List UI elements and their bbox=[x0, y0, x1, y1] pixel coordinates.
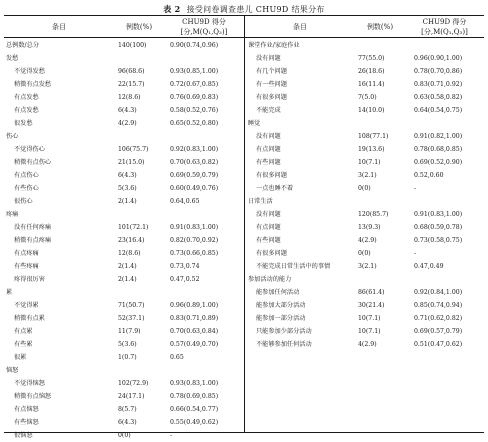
item-label: 稍微有点累 bbox=[14, 315, 45, 322]
table-row bbox=[6, 351, 242, 364]
count-cell: 4(2.9) bbox=[358, 237, 377, 244]
table-row bbox=[248, 143, 484, 156]
table-row bbox=[6, 78, 242, 91]
section-row bbox=[6, 208, 242, 221]
table-caption bbox=[0, 4, 488, 15]
table-row bbox=[248, 65, 484, 78]
item-label: 不觉得发愁 bbox=[14, 68, 45, 75]
item-label: 没有问题 bbox=[256, 133, 281, 140]
item-label: 不能完成 bbox=[256, 107, 281, 114]
score-cell: 0.70(0.63,0.82) bbox=[170, 159, 219, 166]
score-cell: 0.91(0.82,1.00) bbox=[414, 133, 463, 140]
table-row bbox=[248, 130, 484, 143]
score-cell: 0.69(0.52,0.90) bbox=[414, 159, 463, 166]
score-cell: 0.78(0.69,0.85) bbox=[170, 393, 219, 400]
item-label: 很累 bbox=[14, 354, 27, 361]
item-label: 有些恼怒 bbox=[14, 419, 39, 426]
score-cell: 0.57(0.49,0.70) bbox=[170, 341, 219, 348]
count-cell: 2(1.4) bbox=[118, 198, 137, 205]
item-label: 一点也睡不着 bbox=[256, 185, 294, 192]
table-row bbox=[248, 169, 484, 182]
item-label: 不能够参加任何活动 bbox=[256, 341, 312, 348]
count-cell: 120(85.7) bbox=[358, 211, 389, 218]
item-label: 稍微有点恼怒 bbox=[14, 393, 52, 400]
item-label: 有些问题 bbox=[256, 237, 281, 244]
score-cell: 0.78(0.68,0.85) bbox=[414, 146, 463, 153]
item-label: 有点累 bbox=[14, 328, 33, 335]
score-cell: 0.55(0.49,0.62) bbox=[170, 419, 219, 426]
section-row bbox=[6, 52, 242, 65]
item-label: 有一些问题 bbox=[256, 81, 287, 88]
item-label: 有些伤心 bbox=[14, 185, 39, 192]
item-label: 有些问题 bbox=[256, 159, 281, 166]
score-cell: 0.52,0.60 bbox=[414, 172, 444, 179]
score-cell: 0.63(0.58,0.82) bbox=[414, 94, 463, 101]
score-cell: 0.47,0.52 bbox=[170, 276, 200, 283]
item-label: 有些疼痛 bbox=[14, 263, 39, 270]
count-cell: 0(0) bbox=[358, 185, 371, 192]
count-cell: 10(7.1) bbox=[358, 328, 381, 335]
count-cell: 12(8.6) bbox=[118, 250, 141, 257]
table-title: 接受问卷调查患儿 CHU9D 结果分布 bbox=[186, 5, 325, 14]
count-cell: 11(7.9) bbox=[118, 328, 141, 335]
table-row bbox=[6, 403, 242, 416]
count-cell: 3(2.1) bbox=[358, 172, 377, 179]
section-row bbox=[248, 273, 484, 286]
header-count: 例数(%) bbox=[366, 22, 394, 31]
count-cell: 19(13.6) bbox=[358, 146, 385, 153]
table-row bbox=[6, 234, 242, 247]
section-label: 疼痛 bbox=[6, 211, 19, 218]
table-row bbox=[6, 91, 242, 104]
count-cell: 86(61.4) bbox=[358, 289, 385, 296]
section-label: 恼怒 bbox=[6, 367, 19, 374]
section-row bbox=[6, 286, 242, 299]
count-cell: 0(0) bbox=[358, 250, 371, 257]
item-label: 有些累 bbox=[14, 341, 33, 348]
item-label: 没有问题 bbox=[256, 211, 281, 218]
item-label: 有点问题 bbox=[256, 224, 281, 231]
count-cell: 10(7.1) bbox=[358, 159, 381, 166]
table-number: 表 2 bbox=[163, 4, 181, 14]
count-cell: 2(1.4) bbox=[118, 276, 137, 283]
count-cell: 0(0) bbox=[118, 432, 131, 439]
item-label: 能参加大部分活动 bbox=[256, 302, 306, 309]
score-cell: 0.83(0.71,0.89) bbox=[170, 315, 219, 322]
score-cell: 0.64,0.65 bbox=[170, 198, 200, 205]
count-cell: 6(4.3) bbox=[118, 172, 137, 179]
item-label: 只能参加少部分活动 bbox=[256, 328, 312, 335]
table-row bbox=[248, 91, 484, 104]
count-cell: 26(18.6) bbox=[358, 68, 385, 75]
table-row bbox=[6, 377, 242, 390]
table-row bbox=[6, 390, 242, 403]
count-cell: 23(16.4) bbox=[118, 237, 145, 244]
table-row bbox=[6, 156, 242, 169]
score-cell: 0.73(0.66,0.85) bbox=[170, 250, 219, 257]
table-row bbox=[248, 182, 484, 195]
item-label: 不觉得累 bbox=[14, 302, 39, 309]
score-cell: 0.71(0.62,0.82) bbox=[414, 315, 463, 322]
score-cell: 0.91(0.83,1.00) bbox=[414, 211, 463, 218]
table-row bbox=[6, 117, 242, 130]
count-cell: 10(7.1) bbox=[358, 315, 381, 322]
score-cell: 0.73,0.74 bbox=[170, 263, 200, 270]
count-cell: 5(3.6) bbox=[118, 185, 137, 192]
table-row bbox=[248, 312, 484, 325]
count-cell: 12(8.6) bbox=[118, 94, 141, 101]
item-label: 没有问题 bbox=[256, 55, 281, 62]
header-score bbox=[164, 16, 244, 37]
table-row bbox=[248, 299, 484, 312]
count-cell: 102(72.9) bbox=[118, 380, 149, 387]
table-row bbox=[248, 78, 484, 91]
item-label: 有点恼怒 bbox=[14, 406, 39, 413]
count-cell: 16(11.4) bbox=[358, 81, 385, 88]
table-row bbox=[6, 221, 242, 234]
header-score bbox=[405, 16, 484, 37]
table-row bbox=[6, 65, 242, 78]
section-row bbox=[6, 39, 242, 52]
item-label: 有几个问题 bbox=[256, 68, 287, 75]
count-cell: 52(37.1) bbox=[118, 315, 145, 322]
header-score-unit: [分,M(Q₁,Q₃)] bbox=[180, 27, 228, 36]
count-cell: 30(21.4) bbox=[358, 302, 385, 309]
score-cell: 0.83(0.71,0.92) bbox=[414, 81, 463, 88]
header-count: 例数(%) bbox=[125, 22, 153, 31]
table-row bbox=[248, 247, 484, 260]
table-row bbox=[6, 273, 242, 286]
item-label: 有点伤心 bbox=[14, 172, 39, 179]
score-cell: 0.65 bbox=[170, 354, 184, 361]
count-cell: 22(15.7) bbox=[118, 81, 145, 88]
score-cell: 0.68(0.59,0.78) bbox=[414, 224, 463, 231]
score-cell: 0.51(0.47,0.62) bbox=[414, 341, 463, 348]
item-label: 不觉得伤心 bbox=[14, 146, 45, 153]
count-cell: 2(1.4) bbox=[118, 263, 137, 270]
count-cell: 77(55.0) bbox=[358, 55, 385, 62]
count-cell: 14(10.0) bbox=[358, 107, 385, 114]
section-row bbox=[248, 117, 484, 130]
count-cell: 101(72.1) bbox=[118, 224, 149, 231]
table-row bbox=[6, 195, 242, 208]
score-cell: 0.65(0.52,0.80) bbox=[170, 120, 219, 127]
header-score-title: CHU9D 得分 bbox=[182, 17, 226, 26]
left-header bbox=[4, 16, 244, 37]
count-cell: 140(100) bbox=[118, 42, 147, 49]
item-label: 有点发愁 bbox=[14, 107, 39, 114]
count-cell: 4(2.9) bbox=[358, 341, 377, 348]
table-row bbox=[6, 429, 242, 442]
count-cell: 3(2.1) bbox=[358, 263, 377, 270]
item-label: 没有任何疼痛 bbox=[14, 224, 52, 231]
count-cell: 24(17.1) bbox=[118, 393, 145, 400]
count-cell: 106(75.7) bbox=[118, 146, 149, 153]
section-label: 参加活动的能力 bbox=[248, 276, 292, 283]
table-row bbox=[6, 182, 242, 195]
table-row bbox=[6, 416, 242, 429]
count-cell: 7(5.0) bbox=[358, 94, 377, 101]
section-label: 累 bbox=[6, 289, 13, 296]
score-cell: 0.66(0.54,0.77) bbox=[170, 406, 219, 413]
header-item: 条目 bbox=[293, 22, 307, 31]
center-divider bbox=[244, 15, 245, 432]
score-cell: - bbox=[414, 185, 417, 192]
table-row bbox=[6, 299, 242, 312]
table-row bbox=[6, 338, 242, 351]
score-cell: 0.96(0.90,1.00) bbox=[414, 55, 463, 62]
item-label: 能参加任何活动 bbox=[256, 289, 300, 296]
score-cell: - bbox=[170, 432, 173, 439]
section-label: 日常生活 bbox=[248, 198, 273, 205]
item-label: 有点疼痛 bbox=[14, 250, 39, 257]
item-label: 不能完成日常生活中的事情 bbox=[256, 263, 331, 270]
score-cell: - bbox=[414, 250, 417, 257]
item-label: 有点问题 bbox=[256, 146, 281, 153]
score-cell: 0.47,0.49 bbox=[414, 263, 444, 270]
item-label: 有很多问题 bbox=[256, 250, 287, 257]
score-cell: 0.69(0.59,0.79) bbox=[170, 172, 219, 179]
right-table-body bbox=[248, 39, 484, 351]
header-score-title: CHU9D 得分 bbox=[422, 17, 467, 26]
table-row bbox=[248, 156, 484, 169]
item-label: 不觉得恼怒 bbox=[14, 380, 45, 387]
count-cell: 21(15.0) bbox=[118, 159, 145, 166]
score-cell: 0.64(0.54,0.75) bbox=[414, 107, 463, 114]
table-row bbox=[248, 286, 484, 299]
score-cell: 0.76(0.69,0.83) bbox=[170, 94, 219, 101]
score-cell: 0.73(0.58,0.75) bbox=[414, 237, 463, 244]
score-cell: 0.58(0.52,0.76) bbox=[170, 107, 219, 114]
item-label: 稍微有点疼痛 bbox=[14, 237, 52, 244]
score-cell: 0.72(0.67,0.85) bbox=[170, 81, 219, 88]
table-row bbox=[6, 143, 242, 156]
section-row bbox=[6, 130, 242, 143]
table-row bbox=[248, 52, 484, 65]
item-label: 疼得很厉害 bbox=[14, 276, 45, 283]
score-cell: 0.92(0.84,1.00) bbox=[414, 289, 463, 296]
table-row bbox=[248, 234, 484, 247]
score-cell: 0.91(0.83,1.00) bbox=[170, 224, 219, 231]
score-cell: 0.60(0.49,0.76) bbox=[170, 185, 219, 192]
count-cell: 4(2.9) bbox=[118, 120, 137, 127]
section-row bbox=[248, 195, 484, 208]
item-label: 有很多问题 bbox=[256, 172, 287, 179]
header-score-unit: [分,M(Q₁,Q₃)] bbox=[421, 27, 468, 36]
table-row bbox=[248, 338, 484, 351]
count-cell: 8(5.7) bbox=[118, 406, 137, 413]
table-row bbox=[248, 260, 484, 273]
item-label: 稍微有点伤心 bbox=[14, 159, 52, 166]
count-cell: 96(68.6) bbox=[118, 68, 145, 75]
table-row bbox=[248, 208, 484, 221]
item-label: 很恼怒 bbox=[14, 432, 33, 439]
item-label: 有很多问题 bbox=[256, 94, 287, 101]
section-label: 课堂作业/家庭作业 bbox=[248, 42, 300, 49]
item-label: 很伤心 bbox=[14, 198, 33, 205]
score-cell: 0.96(0.89,1.00) bbox=[170, 302, 219, 309]
right-header bbox=[245, 16, 484, 37]
table-row bbox=[248, 104, 484, 117]
score-cell: 0.82(0.70,0.92) bbox=[170, 237, 219, 244]
item-label: 有点发愁 bbox=[14, 94, 39, 101]
count-cell: 108(77.1) bbox=[358, 133, 389, 140]
table-row bbox=[6, 169, 242, 182]
section-label: 伤心 bbox=[6, 133, 19, 140]
table-row bbox=[6, 104, 242, 117]
section-row bbox=[248, 39, 484, 52]
count-cell: 1(0.7) bbox=[118, 354, 137, 361]
score-cell: 0.92(0.83,1.00) bbox=[170, 146, 219, 153]
count-cell: 13(9.3) bbox=[358, 224, 381, 231]
table-row bbox=[6, 260, 242, 273]
section-row bbox=[6, 364, 242, 377]
score-cell: 0.93(0.85,1.00) bbox=[170, 68, 219, 75]
section-label: 发愁 bbox=[6, 55, 19, 62]
left-table-body bbox=[6, 39, 242, 442]
section-label: 睡觉 bbox=[248, 120, 261, 127]
section-label: 总例数/总分 bbox=[6, 42, 40, 49]
table-row bbox=[248, 325, 484, 338]
header-item: 条目 bbox=[52, 22, 66, 31]
table-row bbox=[6, 247, 242, 260]
item-label: 稍微有点发愁 bbox=[14, 81, 52, 88]
score-cell: 0.85(0.74,0.94) bbox=[414, 302, 463, 309]
table-row bbox=[6, 312, 242, 325]
count-cell: 6(4.3) bbox=[118, 107, 137, 114]
count-cell: 71(50.7) bbox=[118, 302, 145, 309]
score-cell: 0.90(0.74,0.96) bbox=[170, 42, 219, 49]
count-cell: 5(3.6) bbox=[118, 341, 137, 348]
table-row bbox=[248, 221, 484, 234]
score-cell: 0.70(0.63,0.84) bbox=[170, 328, 219, 335]
item-label: 很发愁 bbox=[14, 120, 33, 127]
table-row bbox=[6, 325, 242, 338]
score-cell: 0.78(0.70,0.86) bbox=[414, 68, 463, 75]
score-cell: 0.69(0.57,0.79) bbox=[414, 328, 463, 335]
score-cell: 0.93(0.83,1.00) bbox=[170, 380, 219, 387]
count-cell: 6(4.3) bbox=[118, 419, 137, 426]
item-label: 能参加一部分活动 bbox=[256, 315, 306, 322]
